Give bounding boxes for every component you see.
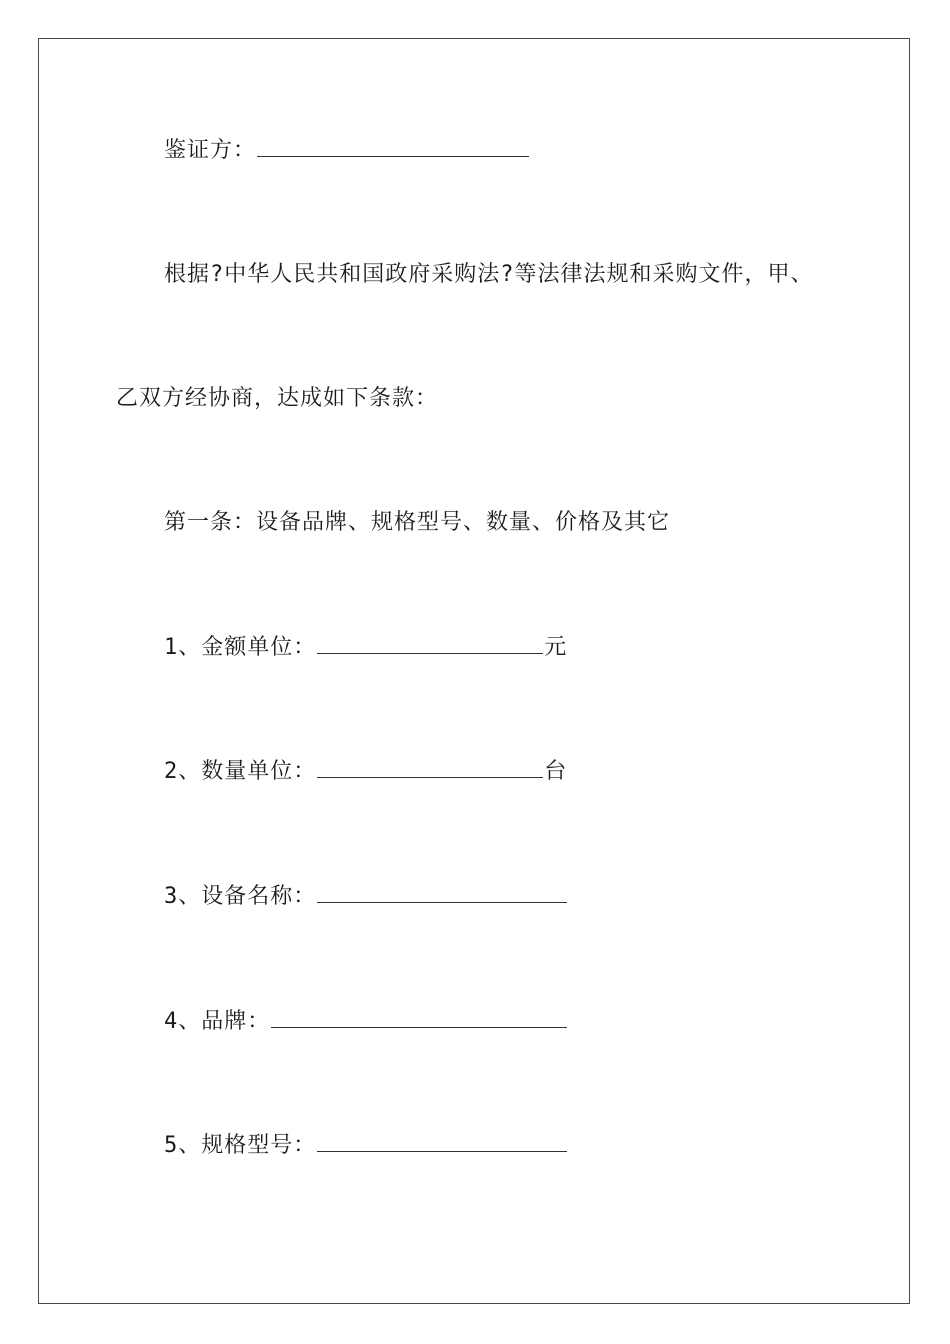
field-blank[interactable]	[317, 1131, 567, 1152]
field-quantity-unit	[164, 757, 567, 787]
field-label: 3、设备名称：	[164, 884, 317, 909]
field-label: 5、规格型号：	[164, 1133, 317, 1158]
field-blank[interactable]	[317, 633, 543, 654]
field-blank[interactable]	[271, 1007, 567, 1028]
field-blank[interactable]	[317, 882, 567, 903]
article-1-title: 第一条：设备品牌、规格型号、数量、价格及其它	[164, 510, 671, 535]
field-model	[164, 1131, 568, 1161]
field-label: 2、数量单位：	[164, 759, 317, 784]
field-suffix: 台	[544, 759, 568, 784]
field-label: 1、金额单位：	[164, 635, 317, 660]
intro-line-2: 乙双方经协商，达成如下条款：	[116, 386, 439, 411]
verifier-line	[164, 136, 530, 166]
field-suffix: 元	[544, 635, 568, 660]
field-label: 4、品牌：	[164, 1009, 271, 1034]
field-equipment-name	[164, 882, 568, 912]
field-blank[interactable]	[317, 757, 543, 778]
verifier-label: 鉴证方：	[164, 138, 257, 163]
field-amount-unit	[164, 633, 567, 663]
page-frame	[38, 38, 910, 1304]
intro-line-1: 根据?中华人民共和国政府采购法?等法律法规和采购文件，甲、	[164, 262, 814, 287]
field-brand	[164, 1007, 568, 1037]
verifier-blank[interactable]	[257, 136, 529, 157]
